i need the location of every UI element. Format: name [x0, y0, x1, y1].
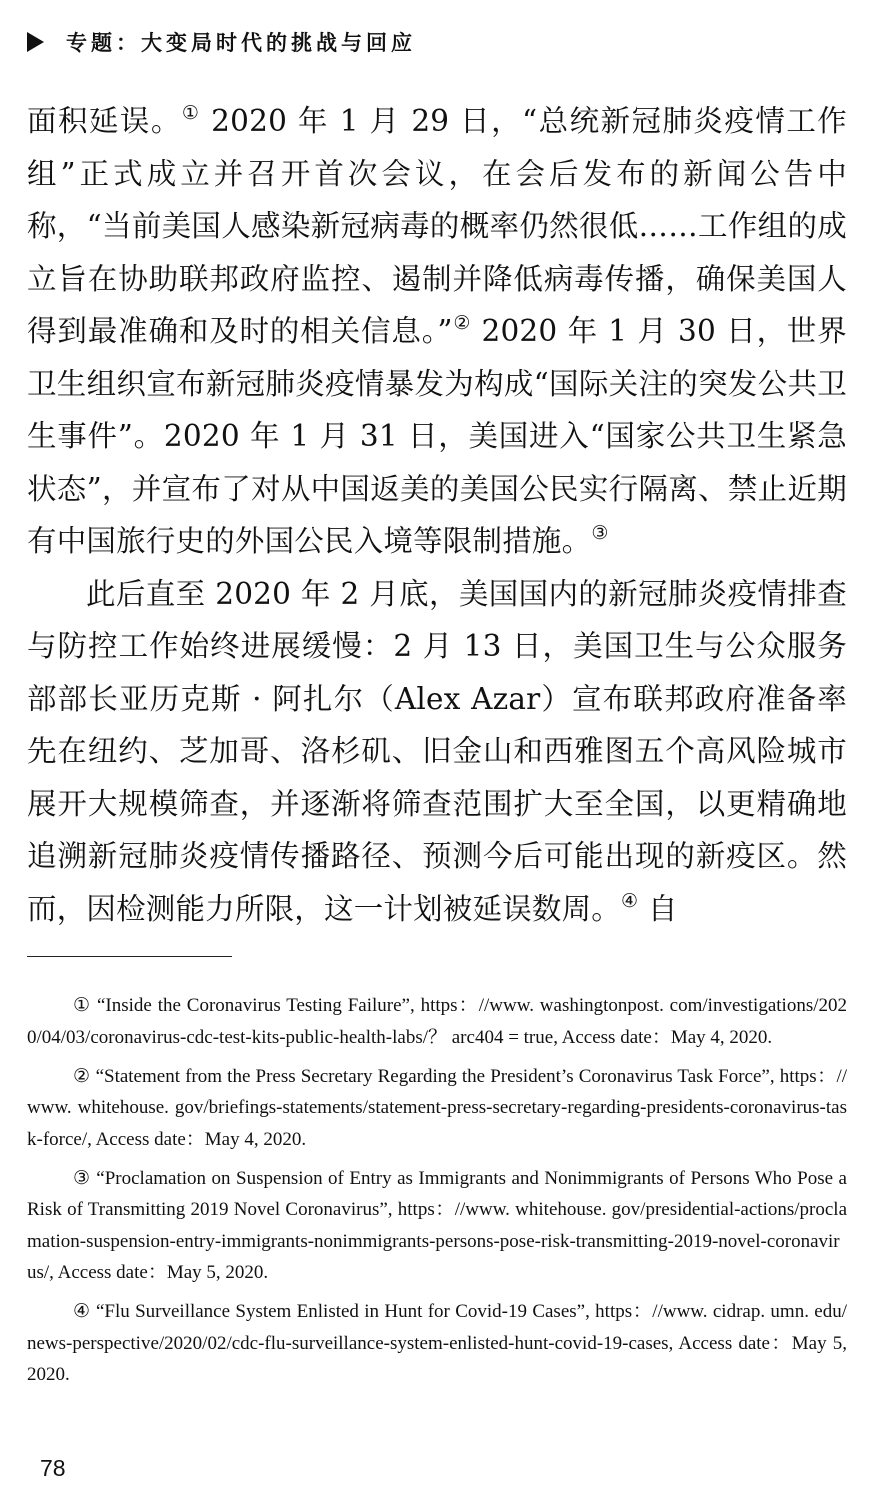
- footnote-reference[interactable]: ③: [591, 522, 609, 544]
- body-text-run: 面积延误。: [27, 104, 182, 138]
- footnote-marker: ③: [73, 1167, 91, 1189]
- page-number: 78: [40, 1455, 66, 1481]
- footnote-item: [27, 1296, 847, 1391]
- footnote-item: [27, 1163, 847, 1289]
- body-text-run: 2020 年 1 月 30 日，世界卫生组织宣布新冠肺炎疫情暴发为构成“国际关注的突发公共卫生事件”。2020 年 1 月 31 日，美国进入“国家公共卫生紧急状态”，并宣布了对从中国返美的美国公民实行隔离、禁止近期有中国旅行史的外国公民入境等限制措施。: [27, 314, 847, 558]
- body-text-run: 此后直至 2020 年 2 月底，美国国内的新冠肺炎疫情排查与防控工作始终进展缓慢：2 月 13 日，美国卫生与公众服务部部长亚历克斯 · 阿扎尔（Alex Azar）宣布联邦政府准备率先在纽约、芝加哥、洛杉矶、旧金山和西雅图五个高风险城市展开大规模筛查，并逐渐将筛查范围扩大至全国，以更精确地追溯新冠肺炎疫情传播路径、预测今后可能出现的新疫区。然而，因检测能力所限，这一计划被延误数周。: [27, 576, 847, 926]
- footnote-marker: ②: [73, 1065, 91, 1087]
- body-paragraph: [27, 568, 847, 936]
- footnote-marker: ④: [73, 1301, 91, 1322]
- main-body-text: [27, 95, 847, 935]
- footnote-text: “Statement from the Press Secretary Regarding the President’s Coronavirus Task Force”, https：//www. whitehouse. gov/briefings-statements/statement-press-secretary-regarding-presidents-coronavirus-task-force/, Access date：May 4, 2020.: [27, 1065, 847, 1150]
- footnote-reference[interactable]: ④: [621, 889, 639, 912]
- footnote-reference[interactable]: ①: [181, 102, 201, 124]
- running-header: [27, 26, 416, 58]
- footnote-text: “Flu Surveillance System Enlisted in Hunt for Covid-19 Cases”, https：//www. cidrap. umn. edu/news-perspective/2020/02/cdc-flu-surveillance-system-enlisted-hunt-covid-19-cases, Access date：May 5, 2020.: [27, 1301, 847, 1385]
- triangle-marker-icon: [27, 32, 44, 52]
- footnote-separator: [27, 956, 232, 957]
- footnote-item: [27, 1061, 847, 1156]
- body-paragraph: [27, 95, 847, 568]
- footnotes: [27, 990, 847, 1398]
- body-text-run: 2020 年 1 月 29 日，“总统新冠肺炎疫情工作组”正式成立并召开首次会议，在会后发布的新闻公告中称，“当前美国人感染新冠病毒的概率仍然很低……工作组的成立旨在协助联邦政府监控、遏制并降低病毒传播，确保美国人得到最准确和及时的相关信息。”: [27, 104, 847, 348]
- footnote-text: “Proclamation on Suspension of Entry as Immigrants and Nonimmigrants of Persons Who Pose a Risk of Transmitting 2019 Novel Coronavirus”, https：//www. whitehouse. gov/presidential-actions/proclamation-suspension-entry-immigrants-nonimmigrants-persons-pose-risk-transmitting-2019-novel-coronavirus/, Access date：May 5, 2020.: [27, 1167, 847, 1283]
- footnote-text: “Inside the Coronavirus Testing Failure”, https：//www. washingtonpost. com/investigations/2020/04/03/coronavirus-cdc-test-kits-public-health-labs/？ arc404 = true, Access date：May 4, 2020.: [27, 995, 848, 1048]
- footnote-marker: ①: [73, 995, 92, 1016]
- running-header-title: 专题：大变局时代的挑战与回应: [66, 31, 416, 55]
- footnote-reference[interactable]: ②: [452, 312, 472, 334]
- body-text-run: 自: [638, 891, 678, 926]
- footnote-item: [27, 990, 847, 1053]
